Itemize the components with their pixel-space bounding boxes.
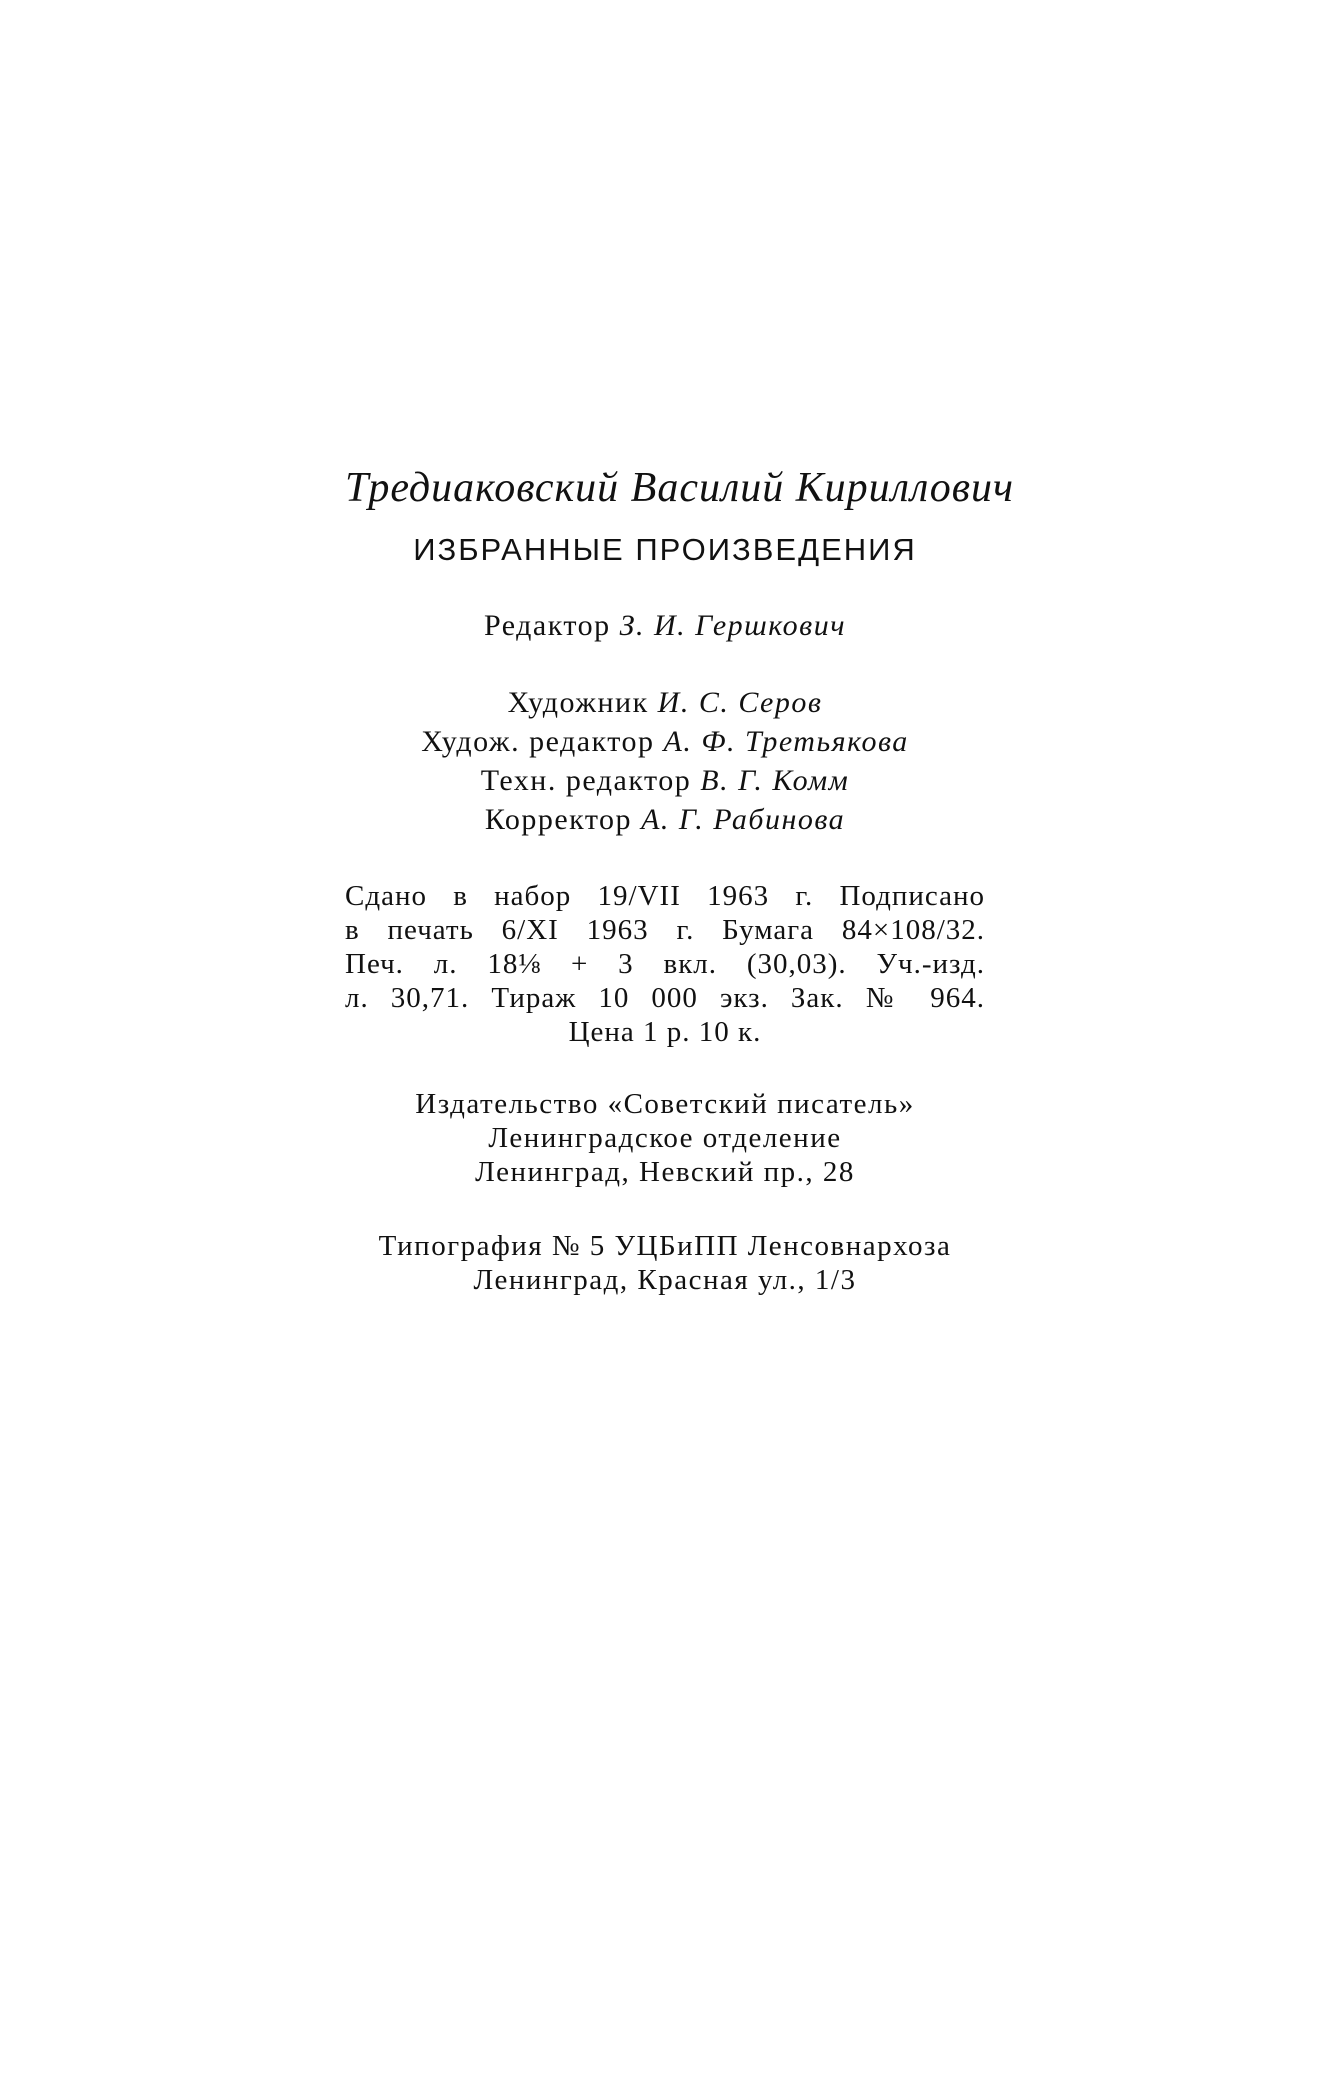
print-detail-line: в печать 6/XI 1963 г. Бумага 84×108/32. — [345, 914, 985, 946]
staff-name: А. Г. Рабинова — [641, 803, 846, 836]
staff-role: Техн. редактор — [480, 764, 692, 797]
book-title: ИЗБРАННЫЕ ПРОИЗВЕДЕНИЯ — [413, 532, 917, 567]
publisher-branch: Ленинградское отделение — [488, 1122, 842, 1154]
staff-line-tech-editor — [345, 761, 985, 800]
printer-name: Типография № 5 УЦБиПП Ленсовнархоза — [378, 1230, 952, 1262]
staff-list — [345, 683, 985, 839]
editor-role: Редактор — [483, 609, 611, 642]
author-name: Тредиаковский Василий Кириллович — [345, 465, 1015, 511]
colophon-block — [345, 460, 1015, 1297]
staff-line-proofreader — [345, 800, 985, 839]
print-detail-line: Печ. л. 18⅛ + 3 вкл. (30,03). Уч.-изд. — [345, 948, 985, 980]
staff-role: Художник — [507, 686, 649, 719]
staff-role: Корректор — [484, 803, 633, 836]
printer-info — [345, 1229, 985, 1297]
print-detail-line: л. 30,71. Тираж 10 000 экз. Зак. № 964. — [345, 982, 985, 1014]
staff-line-artist — [345, 683, 985, 722]
publisher-address: Ленинград, Невский пр., 28 — [475, 1156, 855, 1188]
print-details — [345, 879, 985, 1049]
staff-line-art-editor — [345, 722, 985, 761]
publisher-name: Издательство «Советский писатель» — [415, 1088, 915, 1120]
staff-name: И. С. Серов — [657, 686, 823, 719]
staff-role: Худож. редактор — [421, 725, 655, 758]
print-detail-line: Сдано в набор 19/VII 1963 г. Подписано — [345, 880, 985, 912]
editor-line — [345, 606, 985, 645]
staff-name: В. Г. Комм — [700, 764, 850, 797]
staff-name: А. Ф. Третьякова — [663, 725, 909, 758]
editor-name: З. И. Гершкович — [619, 609, 847, 642]
printer-address: Ленинград, Красная ул., 1/3 — [473, 1264, 857, 1296]
publisher-info — [345, 1087, 985, 1189]
price-line: Цена 1 р. 10 к. — [568, 1016, 762, 1048]
